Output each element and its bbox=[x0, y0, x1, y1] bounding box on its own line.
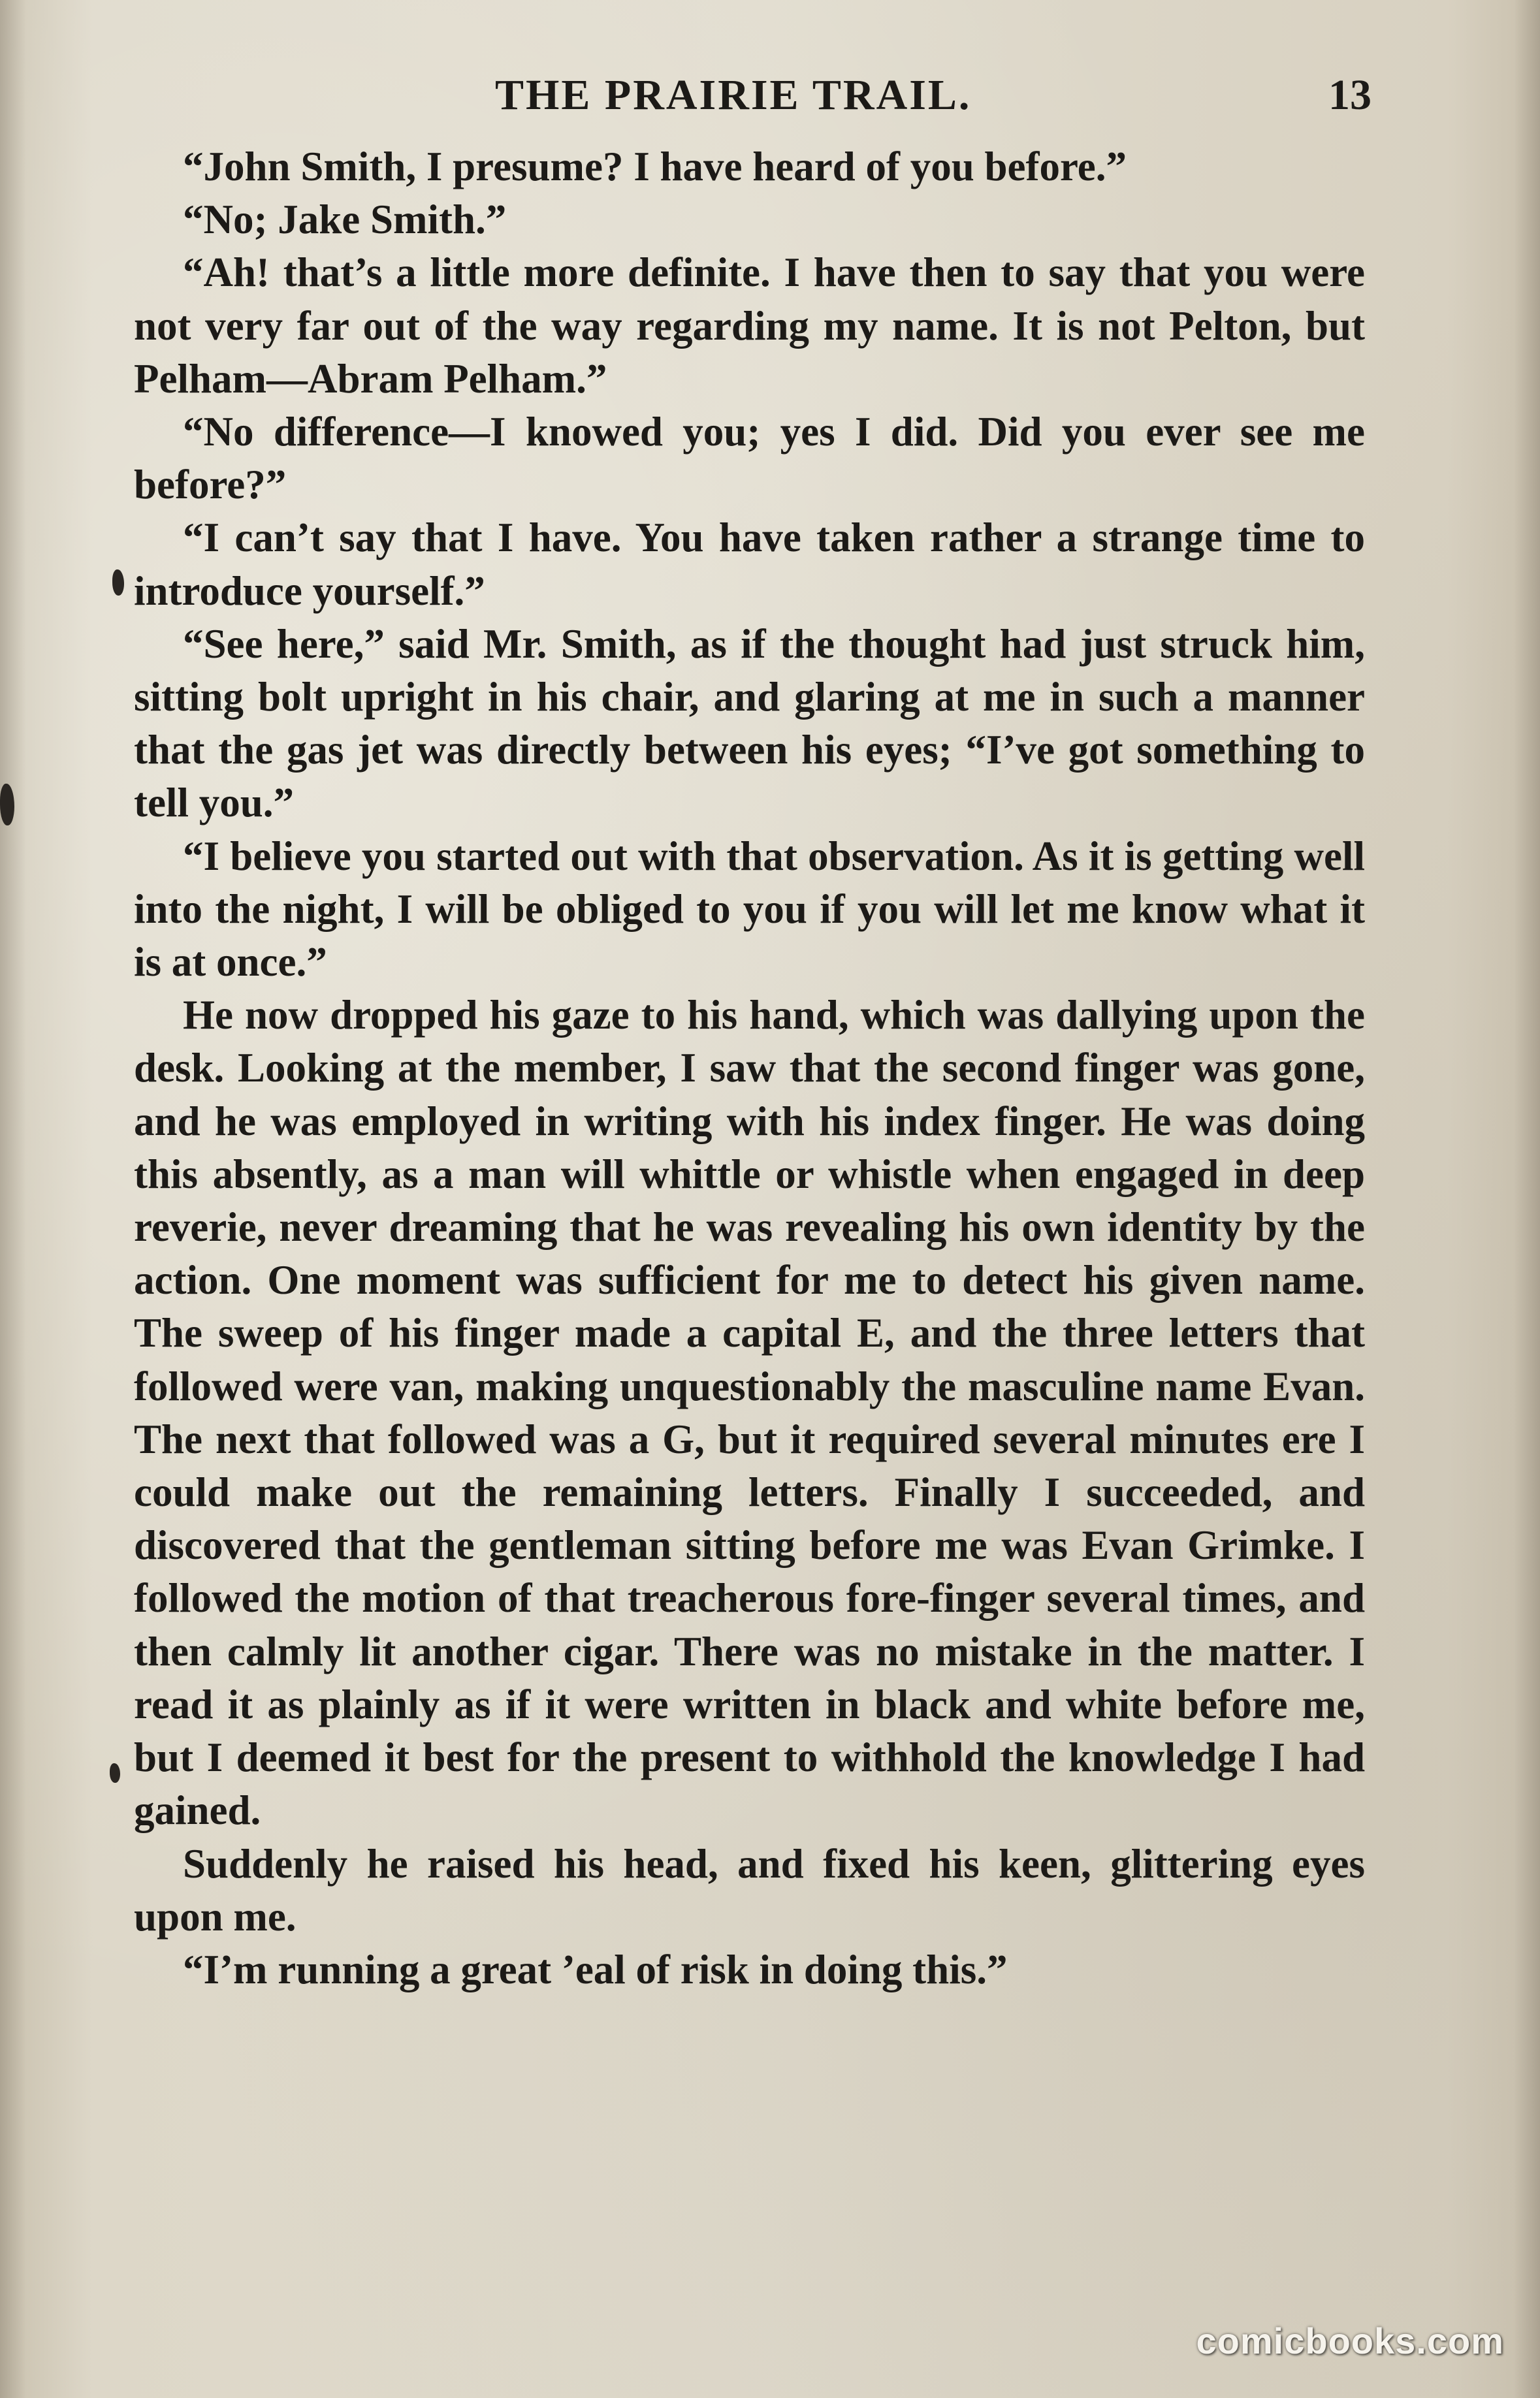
paragraph: “No; Jake Smith.” bbox=[183, 197, 507, 243]
paragraph: “See here,” said Mr. Smith, as if the thought had just struck him, sitting bolt upright in his chair, and glaring at me in such a manner that the gas jet was directly between his eyes; “I’ve got something to tell you.” bbox=[134, 620, 1365, 826]
page-number: 13 bbox=[1328, 71, 1372, 119]
paragraph: “No difference—I knowed you; yes I did. Did you ever see me before?” bbox=[134, 409, 1365, 508]
page-header bbox=[131, 71, 1372, 129]
paragraph: He now dropped his gaze to his hand, which was dallying upon the desk. Looking at the member, I saw that the second finger was gone, and he was employed in writing with his index finger. He was doing this absently, as a man will whittle or whistle when engaged in deep reverie, never dreaming that he was revealing his own identity by the action. One moment was sufficient for me to detect his given name. The sweep of his finger made a capital E, and the three letters that followed were van, making unquestionably the masculine name Evan. The next that followed was a G, but it required several minutes ere I could make out the remaining letters. Finally I succeeded, and discovered that the gentleman sitting before me was Evan Grimke. I followed the motion of that treacherous fore-finger several times, and then calmly lit another cigar. There was no mistake in the matter. I read it as plainly as if it were written in black and white before me, but I deemed it best for the present to withhold the knowledge I had gained. bbox=[134, 992, 1365, 1834]
paragraph: Suddenly he raised his head, and fixed his keen, glittering eyes upon me. bbox=[134, 1840, 1365, 1940]
paragraph: “I believe you started out with that observation. As it is getting well into the night, I will be obliged to you if you will let me know what it is at once.” bbox=[134, 833, 1365, 985]
ink-blot bbox=[110, 1763, 120, 1783]
paragraph: “I can’t say that I have. You have taken rather a strange time to introduce yourself.” bbox=[134, 515, 1365, 614]
running-head: THE PRAIRIE TRAIL. bbox=[495, 71, 972, 119]
ink-blot bbox=[112, 569, 124, 596]
left-edge-shadow bbox=[0, 0, 26, 2398]
watermark: comicbooks.com bbox=[1196, 2320, 1504, 2361]
paragraph: “I’m running a great ’eal of risk in doing this.” bbox=[183, 1946, 1008, 1992]
right-edge-shadow bbox=[1514, 0, 1540, 2398]
paragraph: “John Smith, I presume? I have heard of you before.” bbox=[183, 144, 1127, 189]
body-text bbox=[134, 140, 1365, 1996]
paragraph: “Ah! that’s a little more definite. I have then to say that you were not very far out of the way regarding my name. It is not Pelton, but Pelham—Abram Pelham.” bbox=[134, 249, 1365, 402]
